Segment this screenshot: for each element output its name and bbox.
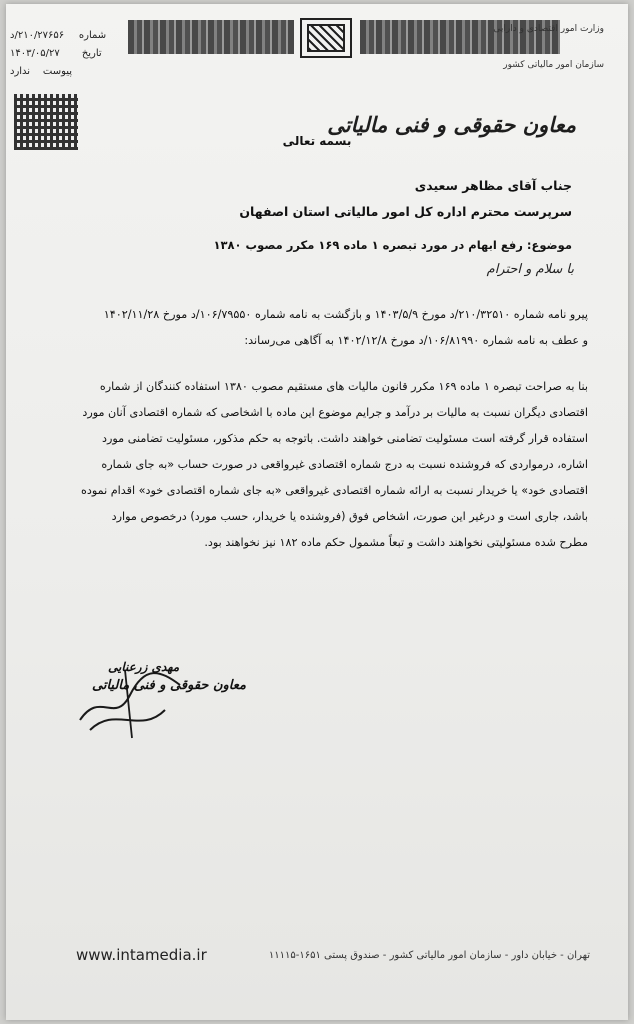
addressee-role: سرپرست محترم اداره کل امور مالیاتی استان اصفهان — [239, 204, 572, 219]
body-line: استفاده قرار گرفته است مسئولیت تضامنی خواهند داشت. باتوجه به حکم مذکور، مسئولیت تضامنی مورد — [102, 432, 588, 445]
letter-number — [10, 30, 106, 41]
office-title: معاون حقوقی و فنی مالیاتی — [327, 112, 576, 137]
body-line: اقتصادی دیگران نسبت به مالیات بر درآمد و جرایم موضوع این ماده با اشخاصی که شماره اقتصادی آنان مورد — [82, 406, 588, 419]
intro-line: و عطف به نامه شماره ۱۰۶/۸۱۹۹۰/د مورخ ۱۴۰۲/۱۲/۸ به آگاهی می‌رساند: — [244, 334, 588, 347]
letter-attachment-label: پیوست — [42, 66, 73, 77]
greeting-handwritten: با سلام و احترام — [486, 262, 574, 277]
intro-line: پیرو نامه شماره ۲۱۰/۳۲۵۱۰/د مورخ ۱۴۰۳/۵/۹ و بازگشت به نامه شماره ۱۰۶/۷۹۵۵۰/د مورخ ۱۴۰۲/۱۱/۲۸ — [103, 308, 588, 321]
subject-line: موضوع: رفع ابهام در مورد تبصره ۱ ماده ۱۶۹ مکرر مصوب ۱۳۸۰ — [213, 238, 572, 252]
body-line: اقتصادی خود» یا خریدار نسبت به ارائه شماره اقتصادی غیرواقعی «به جای شماره اقتصادی خود» اقدام نموده — [80, 484, 588, 497]
intro-paragraph — [36, 302, 588, 354]
letterhead-banner-left — [128, 20, 294, 54]
letter-attachment — [10, 66, 72, 77]
letter-date-value: ۱۴۰۳/۰۵/۲۷ — [10, 48, 60, 59]
body-line: باشد، جاری است و درغیر این صورت، اشخاص فوق (فروشنده یا خریدار، حسب مورد) درخصوص موارد — [111, 510, 588, 523]
letter-date-label: تاریخ — [81, 48, 102, 59]
letter-number-label: شماره — [78, 30, 107, 41]
body-paragraph — [36, 374, 588, 556]
signer-name: مهدی زرعنایی — [108, 660, 180, 674]
body-line: اشاره، درمواردی که فروشنده نسبت به درج شماره اقتصادی غیرواقعی در صورت حساب «به جای شماره — [101, 458, 588, 471]
letter-date — [10, 48, 102, 59]
footer-address: تهران - خیابان داور - سازمان امور مالیاتی کشور - صندوق پستی ۱۶۵۱-۱۱۱۱۵ — [268, 950, 590, 961]
bismillah: بسمه تعالی — [282, 134, 352, 148]
signer-title: معاون حقوقی و فنی مالیاتی — [92, 678, 246, 693]
letter-number-value: ۲۱۰/۲۷۶۵۶/د — [10, 30, 65, 41]
website-url: www.intamedia.ir — [76, 946, 207, 964]
body-line: مطرح شده مسئولیتی نخواهند داشت و تبعاً مشمول حکم ماده ۱۸۲ نیز نخواهند بود. — [204, 536, 588, 549]
addressee: جناب آقای مظاهر سعیدی — [414, 178, 572, 193]
letter-attachment-value: ندارد — [10, 66, 31, 77]
body-line: بنا به صراحت تبصره ۱ ماده ۱۶۹ مکرر قانون مالیات های مستقیم مصوب ۱۳۸۰ استفاده کنندگان از شماره — [99, 380, 588, 393]
tax-organization-emblem-icon — [300, 18, 352, 58]
org-name-line-1: وزارت امور اقتصادی و دارایی — [493, 24, 604, 34]
org-name-line-2: سازمان امور مالیاتی کشور — [503, 60, 604, 70]
